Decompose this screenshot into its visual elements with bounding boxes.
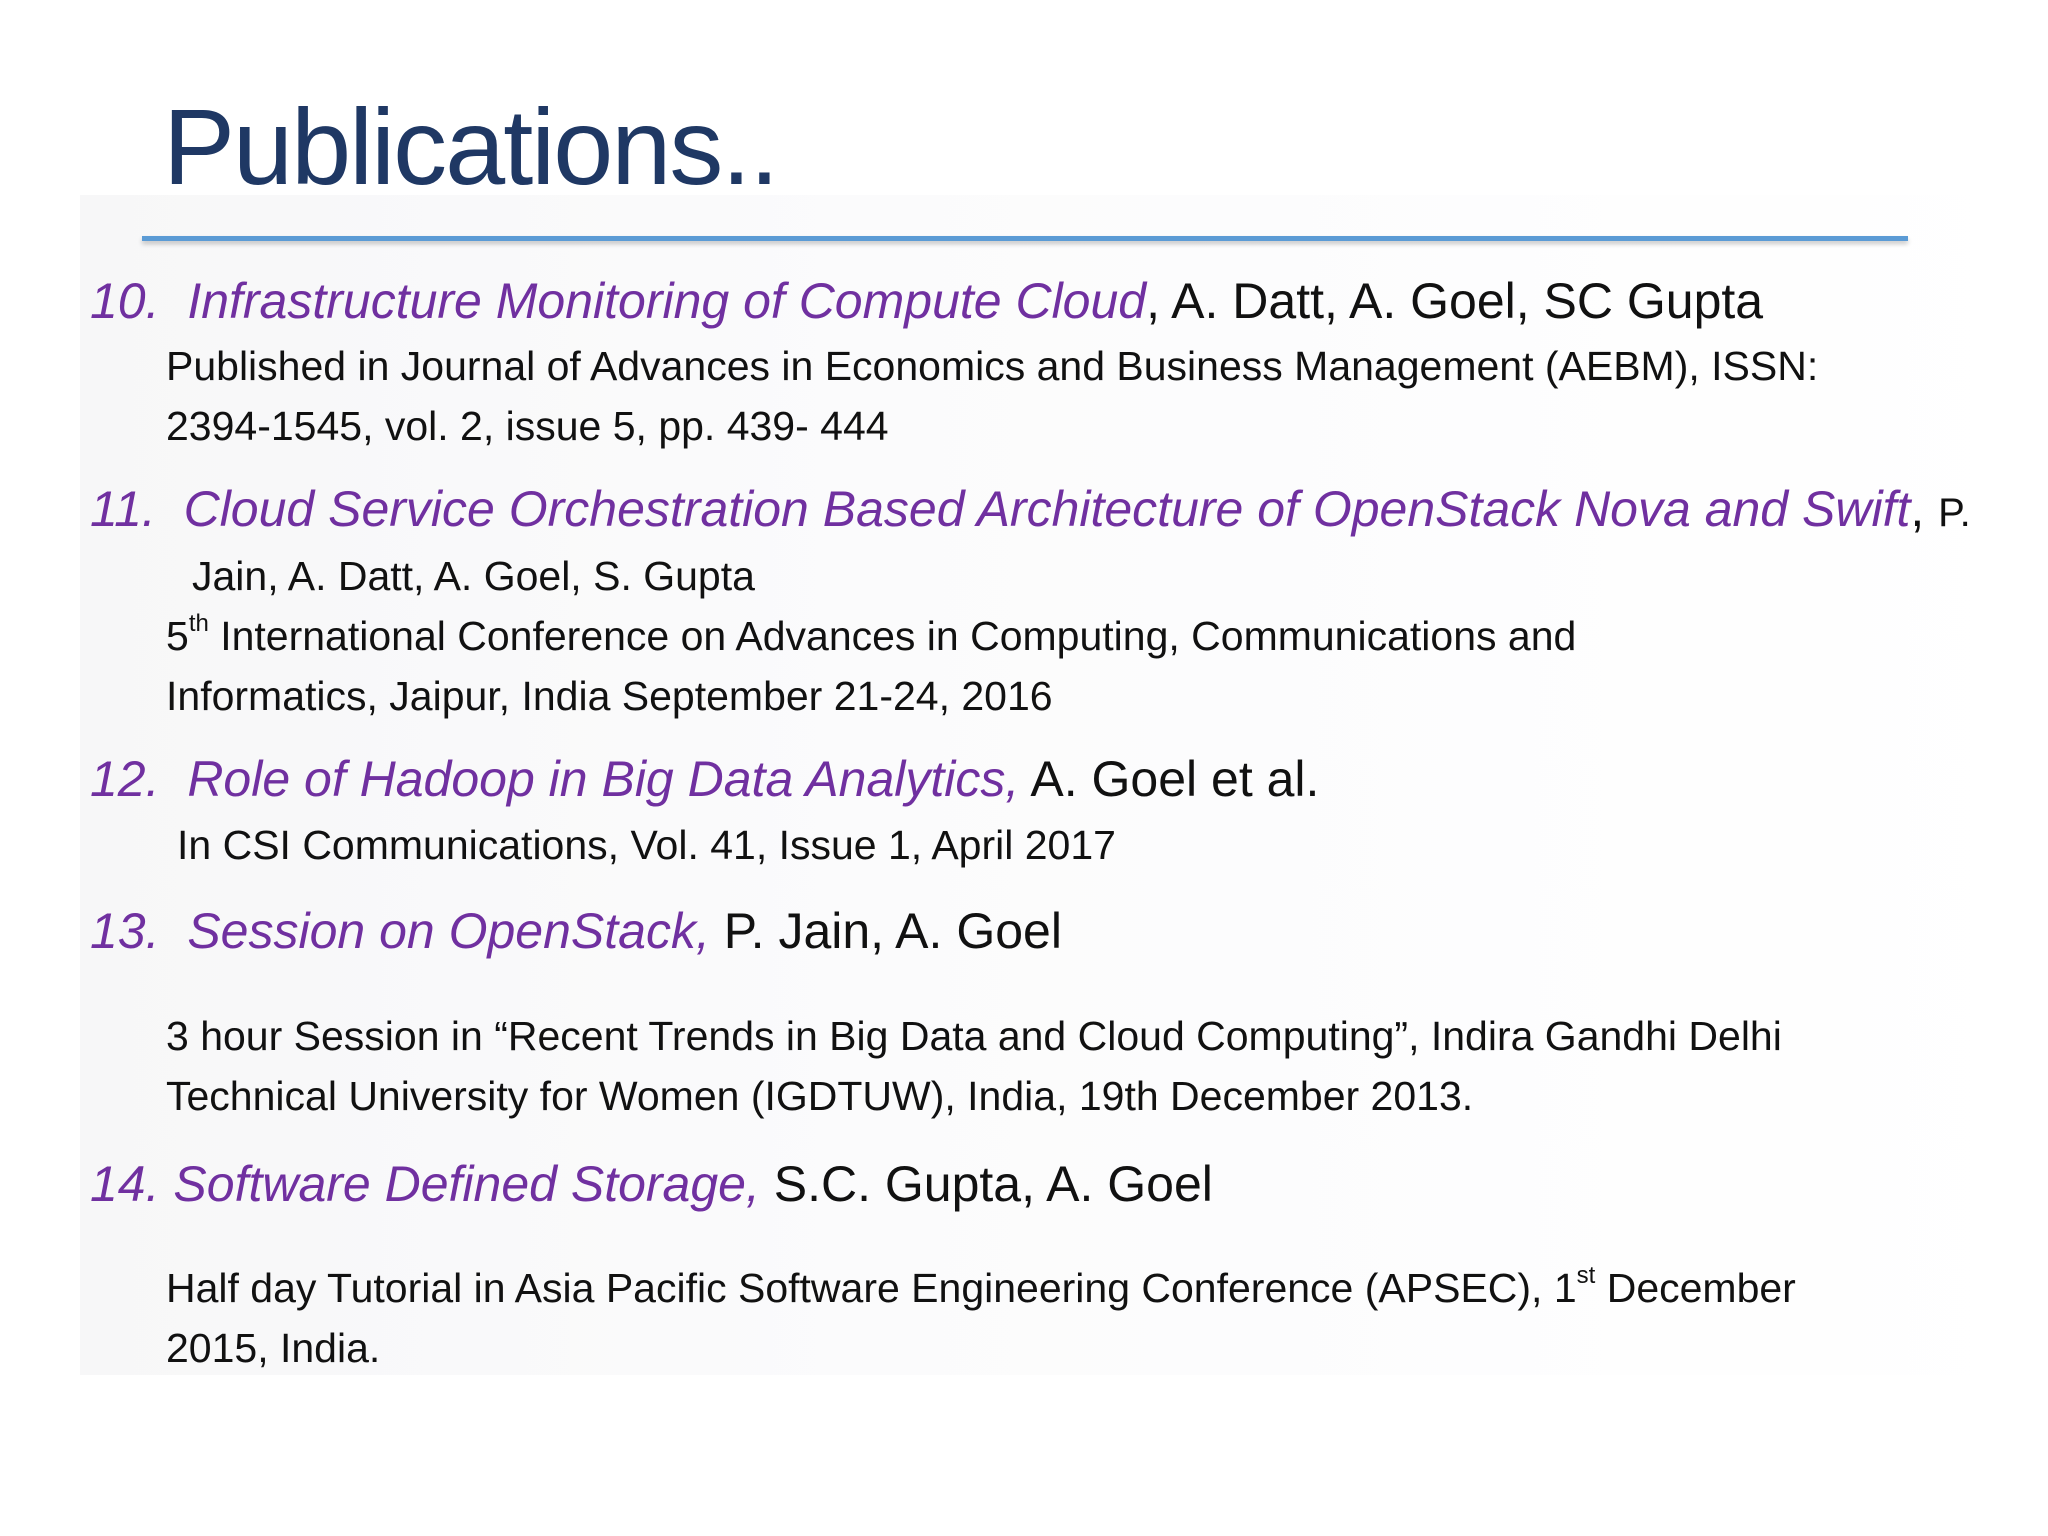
publication-authors: P. bbox=[1938, 491, 1971, 535]
detail-ordinal: 5 bbox=[166, 613, 189, 659]
detail-line bbox=[166, 1258, 2026, 1318]
publication-heading-13 bbox=[90, 900, 1062, 962]
detail-line: Informatics, Jaipur, India September 21-24, 2016 bbox=[166, 673, 1053, 719]
publication-number: 13. bbox=[90, 903, 160, 959]
publication-authors-continued: Jain, A. Datt, A. Goel, S. Gupta bbox=[192, 553, 755, 599]
detail-text: International Conference on Advances in Computing, Communications and bbox=[208, 613, 1577, 659]
title-divider bbox=[142, 236, 1908, 241]
publication-detail-14 bbox=[166, 1258, 2026, 1378]
detail-line bbox=[166, 606, 2026, 666]
publication-heading-11 bbox=[90, 478, 1971, 544]
publication-title: Software Defined Storage, bbox=[173, 1156, 760, 1212]
publication-authors: A. Goel et al. bbox=[1019, 751, 1320, 807]
publication-authors: P. Jain, A. Goel bbox=[709, 903, 1062, 959]
detail-line: 2015, India. bbox=[166, 1325, 381, 1371]
publication-detail-12 bbox=[177, 815, 2037, 875]
publication-title: Infrastructure Monitoring of Compute Cloud bbox=[187, 273, 1147, 329]
detail-line: 2394-1545, vol. 2, issue 5, pp. 439- 444 bbox=[166, 403, 889, 449]
publication-separator: , bbox=[1910, 481, 1939, 537]
publication-title: Cloud Service Orchestration Based Architecture of OpenStack Nova and Swift bbox=[183, 481, 1911, 537]
publication-authors: S.C. Gupta, A. Goel bbox=[759, 1156, 1213, 1212]
publication-number: 12. bbox=[90, 751, 160, 807]
publication-number: 10. bbox=[90, 273, 160, 329]
detail-line: Published in Journal of Advances in Economics and Business Management (AEBM), ISSN: bbox=[166, 343, 1819, 389]
publication-authors: A. Datt, A. Goel, SC Gupta bbox=[1171, 273, 1764, 329]
publication-title: Session on OpenStack, bbox=[187, 903, 710, 959]
publication-number: 14. bbox=[90, 1156, 160, 1212]
publication-heading-14 bbox=[90, 1153, 1213, 1215]
detail-line: Technical University for Women (IGDTUW), India, 19th December 2013. bbox=[166, 1073, 1474, 1119]
publication-detail-13 bbox=[166, 1006, 2026, 1126]
detail-text: Half day Tutorial in Asia Pacific Software Engineering Conference (APSEC), 1 bbox=[166, 1265, 1577, 1311]
publication-title: Role of Hadoop in Big Data Analytics, bbox=[187, 751, 1020, 807]
detail-ordinal-suffix: st bbox=[1576, 1262, 1596, 1290]
publication-detail-10 bbox=[166, 336, 2026, 456]
page-title: Publications.. bbox=[163, 86, 778, 207]
detail-text: December bbox=[1595, 1265, 1796, 1311]
publication-heading-12 bbox=[90, 748, 1319, 810]
publication-number: 11. bbox=[90, 481, 156, 537]
detail-ordinal-suffix: th bbox=[188, 610, 209, 638]
publication-detail-11 bbox=[166, 606, 2026, 726]
detail-line: In CSI Communications, Vol. 41, Issue 1, April 2017 bbox=[177, 822, 1116, 868]
publication-heading-10 bbox=[90, 270, 1763, 332]
publication-separator: , bbox=[1146, 273, 1172, 329]
detail-line: 3 hour Session in “Recent Trends in Big Data and Cloud Computing”, Indira Gandhi Delhi bbox=[166, 1013, 1782, 1059]
